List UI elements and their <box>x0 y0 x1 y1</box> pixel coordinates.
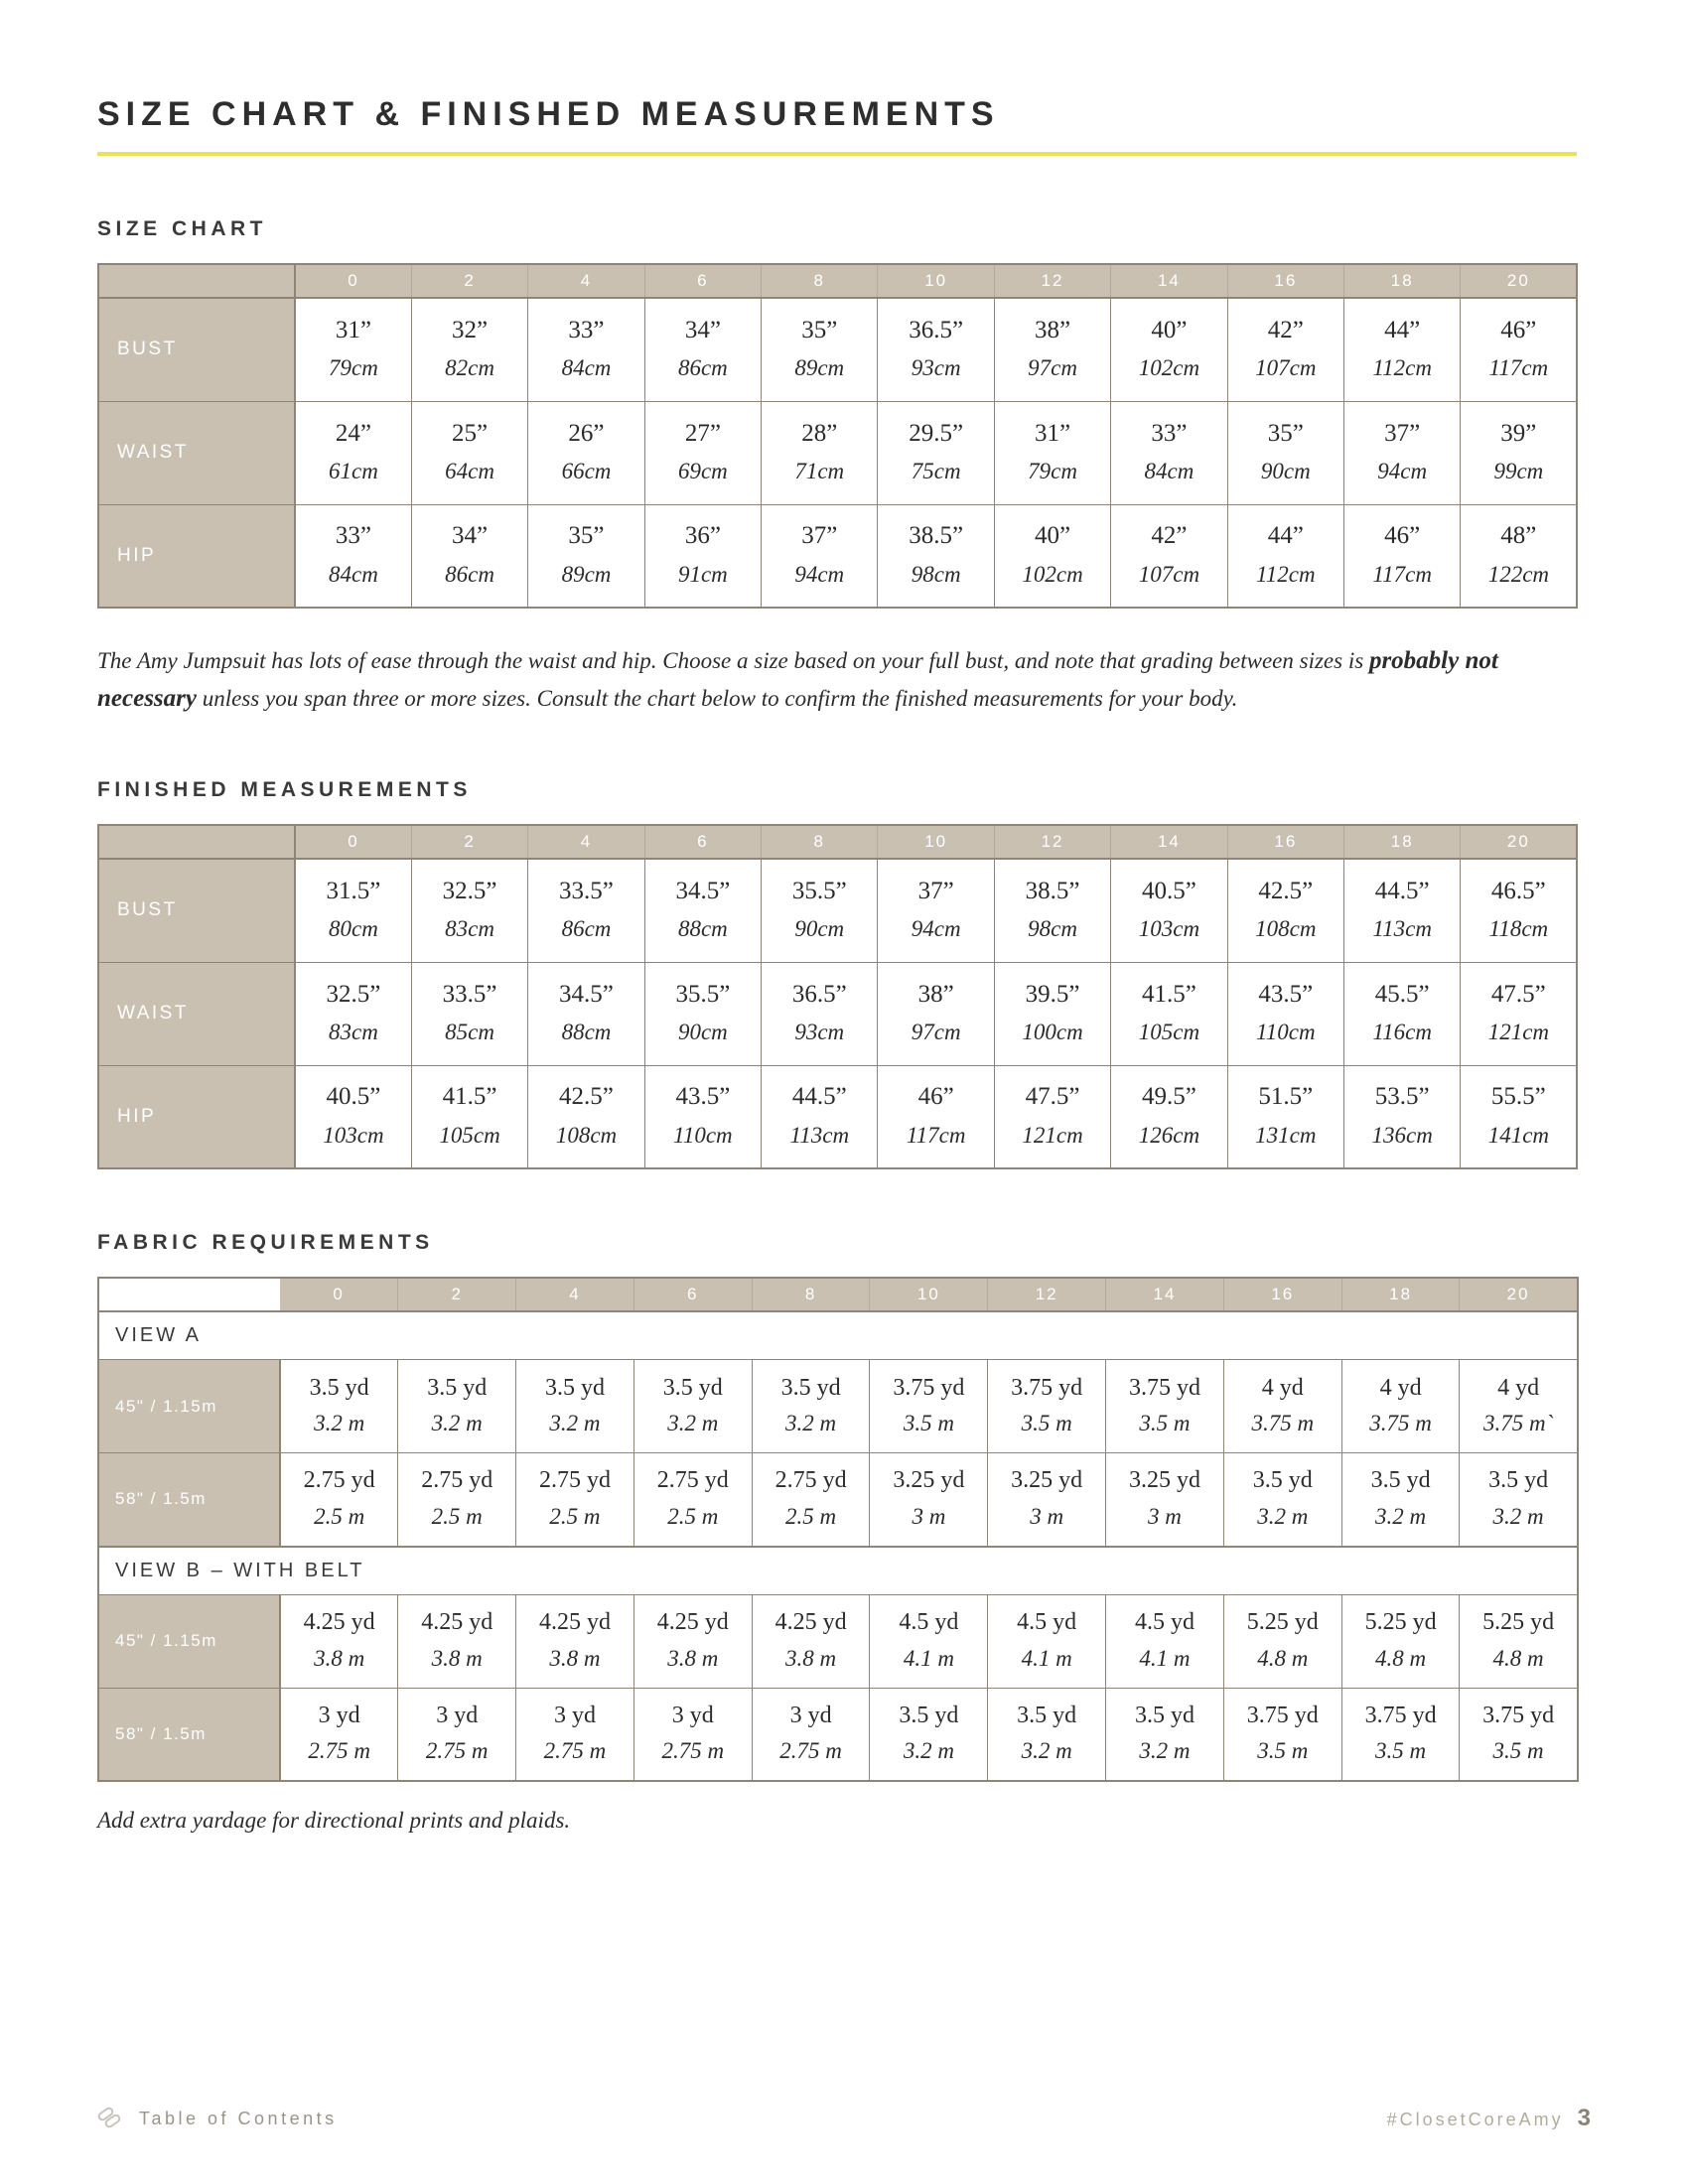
page-title: SIZE CHART & FINISHED MEASUREMENTS <box>97 95 1000 133</box>
table-row <box>98 1688 1578 1781</box>
measurement-cell: 38.5” 98cm <box>994 859 1110 962</box>
yardage-cell: 5.25 yd 4.8 m <box>1341 1594 1460 1688</box>
yardage-cell: 4.25 yd 3.8 m <box>280 1594 398 1688</box>
measurement-cell: 42” 107cm <box>1227 298 1343 401</box>
measurement-cell: 47.5” 121cm <box>1461 962 1577 1065</box>
yardage-cell: 3.5 yd 3.2 m <box>1341 1453 1460 1547</box>
measurement-cell: 33” 84cm <box>295 504 411 608</box>
size-header: 2 <box>411 264 527 298</box>
yardage-cell: 4.5 yd 4.1 m <box>1106 1594 1224 1688</box>
fabric-width-label: 45" / 1.15m <box>98 1594 280 1688</box>
measurement-cell: 33” 84cm <box>528 298 644 401</box>
yardage-cell: 3.75 yd 3.5 m <box>870 1360 988 1453</box>
yardage-cell: 2.75 yd 2.5 m <box>398 1453 516 1547</box>
finished-measurements-table <box>97 824 1578 1169</box>
measurement-cell: 46” 117cm <box>1461 298 1577 401</box>
size-header: 20 <box>1461 264 1577 298</box>
yardage-cell: 5.25 yd 4.8 m <box>1223 1594 1341 1688</box>
hashtag-label: #ClosetCoreAmy <box>1386 2110 1564 2129</box>
measurement-cell: 35.5” 90cm <box>644 962 761 1065</box>
link-icon <box>97 2106 123 2131</box>
section-heading-fabric-requirements: FABRIC REQUIREMENTS <box>97 1231 434 1254</box>
measurement-cell: 40” 102cm <box>1111 298 1227 401</box>
yardage-cell: 3.75 yd 3.5 m <box>1482 1702 1555 1764</box>
size-header: 0 <box>295 264 411 298</box>
measurement-cell: 40.5” 103cm <box>1111 859 1227 962</box>
size-header: 12 <box>988 1278 1106 1311</box>
table-row <box>98 298 1577 401</box>
yardage-cell: 3.5 yd 3.2 m <box>633 1360 752 1453</box>
measurement-cell: 55.5” 141cm <box>1487 1083 1550 1148</box>
yardage-cell: 3 yd 2.75 m <box>752 1688 870 1781</box>
size-header: 14 <box>1111 825 1227 859</box>
size-header: 12 <box>994 825 1110 859</box>
yardage-cell: 4.25 yd 3.8 m <box>398 1594 516 1688</box>
row-label: BUST <box>98 298 295 401</box>
yardage-cell: 4 yd 3.75 m` <box>1460 1360 1578 1453</box>
measurement-cell: 46” 117cm <box>1344 504 1461 608</box>
measurement-cell: 43.5” 110cm <box>1227 962 1343 1065</box>
measurement-cell: 44.5” 113cm <box>1344 859 1461 962</box>
yardage-cell: 3 yd 2.75 m <box>398 1688 516 1781</box>
yardage-cell: 3.75 yd 3.5 m <box>988 1360 1106 1453</box>
yardage-cell: 4.25 yd 3.8 m <box>752 1594 870 1688</box>
table-header-row <box>98 1278 1578 1311</box>
yardage-cell: 3.5 yd 3.2 m <box>870 1688 988 1781</box>
measurement-cell: 35.5” 90cm <box>762 859 878 962</box>
measurement-cell: 36” 91cm <box>644 504 761 608</box>
yardage-cell: 2.75 yd 2.5 m <box>280 1453 398 1547</box>
size-header: 20 <box>1461 825 1577 859</box>
measurement-cell: 38” 97cm <box>878 962 994 1065</box>
table-row <box>98 1065 1577 1168</box>
size-header: 10 <box>878 264 994 298</box>
yardage-cell: 3.25 yd 3 m <box>1106 1453 1224 1547</box>
yardage-cell: 3.5 yd 3.2 m <box>516 1360 634 1453</box>
fabric-note: Add extra yardage for directional prints and plaids. <box>97 1808 571 1833</box>
size-header: 20 <box>1460 1278 1578 1311</box>
measurement-cell: 29.5” 75cm <box>878 401 994 504</box>
size-header: 18 <box>1341 1278 1460 1311</box>
size-header: 18 <box>1344 264 1461 298</box>
size-header: 2 <box>411 825 527 859</box>
table-corner <box>98 264 295 298</box>
measurement-cell: 37” 94cm <box>878 859 994 962</box>
measurement-cell: 27” 69cm <box>644 401 761 504</box>
yardage-cell: 3.5 yd 3.2 m <box>752 1360 870 1453</box>
measurement-cell: 35” 89cm <box>528 504 644 608</box>
size-header: 4 <box>528 825 644 859</box>
size-header: 18 <box>1344 825 1461 859</box>
yardage-cell: 3.5 yd 3.2 m <box>988 1688 1106 1781</box>
yardage-cell: 4.5 yd 4.1 m <box>870 1594 988 1688</box>
measurement-cell: 46” 117cm <box>878 1065 994 1168</box>
measurement-cell: 35” 89cm <box>762 298 878 401</box>
size-header: 16 <box>1227 264 1343 298</box>
size-header: 10 <box>870 1278 988 1311</box>
yardage-cell: 4.5 yd 4.1 m <box>988 1594 1106 1688</box>
yardage-cell: 3 yd 2.75 m <box>633 1688 752 1781</box>
measurement-cell: 37” 94cm <box>762 504 878 608</box>
table-header-row <box>98 264 1577 298</box>
yardage-cell: 3.5 yd 3.2 m <box>1223 1453 1341 1547</box>
page-footer <box>0 2105 1688 2132</box>
yardage-cell: 3.5 yd 3.2 m <box>1106 1688 1224 1781</box>
yardage-cell: 3.75 yd 3.5 m <box>1106 1360 1224 1453</box>
measurement-cell: 38” 97cm <box>994 298 1110 401</box>
note-part2: unless you span three or more sizes. Consult the chart below to confirm the finished measurements for your body. <box>196 685 1238 711</box>
size-header: 14 <box>1106 1278 1224 1311</box>
size-header: 2 <box>398 1278 516 1311</box>
size-header: 8 <box>752 1278 870 1311</box>
view-label: VIEW A <box>98 1311 1578 1360</box>
view-heading-row <box>98 1547 1578 1595</box>
measurement-cell: 40.5” 103cm <box>295 1065 411 1168</box>
title-underline <box>97 152 1577 156</box>
table-row <box>98 1594 1578 1688</box>
table-corner <box>98 1278 280 1311</box>
row-label: BUST <box>98 859 295 962</box>
measurement-cell: 39” 99cm <box>1461 401 1577 504</box>
table-row <box>98 962 1577 1065</box>
yardage-cell: 3.5 yd 3.2 m <box>280 1360 398 1453</box>
yardage-cell: 3.75 yd 3.5 m <box>1223 1688 1341 1781</box>
measurement-cell: 34.5” 88cm <box>644 859 761 962</box>
view-label: VIEW B – WITH BELT <box>98 1547 1578 1595</box>
table-row <box>98 504 1577 608</box>
size-header: 0 <box>295 825 411 859</box>
yardage-cell: 4 yd 3.75 m <box>1341 1360 1460 1453</box>
row-label: WAIST <box>98 401 295 504</box>
measurement-cell: 33” 84cm <box>1111 401 1227 504</box>
measurement-cell: 34” 86cm <box>411 504 527 608</box>
yardage-cell: 3.5 yd 3.2 m <box>398 1360 516 1453</box>
measurement-cell: 53.5” 136cm <box>1344 1065 1461 1168</box>
fabric-width-label: 58" / 1.5m <box>98 1453 280 1547</box>
measurement-cell: 44.5” 113cm <box>762 1065 878 1168</box>
measurement-cell: 31” 79cm <box>295 298 411 401</box>
toc-link-group[interactable] <box>97 2106 338 2131</box>
measurement-cell: 48” 122cm <box>1487 522 1550 587</box>
size-header: 16 <box>1223 1278 1341 1311</box>
size-header: 12 <box>994 264 1110 298</box>
measurement-cell: 26” 66cm <box>528 401 644 504</box>
measurement-cell: 32” 82cm <box>411 298 527 401</box>
measurement-cell: 37” 94cm <box>1344 401 1461 504</box>
yardage-cell: 4.25 yd 3.8 m <box>516 1594 634 1688</box>
measurement-cell: 38.5” 98cm <box>878 504 994 608</box>
table-row <box>98 401 1577 504</box>
page-number: 3 <box>1577 2105 1591 2131</box>
size-header: 4 <box>516 1278 634 1311</box>
table-corner <box>98 825 295 859</box>
table-header-row <box>98 825 1577 859</box>
measurement-cell: 24” 61cm <box>295 401 411 504</box>
row-label: HIP <box>98 504 295 608</box>
size-header: 10 <box>878 825 994 859</box>
row-label: HIP <box>98 1065 295 1168</box>
size-header: 0 <box>280 1278 398 1311</box>
yardage-cell: 3 yd 2.75 m <box>280 1688 398 1781</box>
size-header: 6 <box>644 825 761 859</box>
section-heading-size-chart: SIZE CHART <box>97 217 267 240</box>
fabric-width-label: 58" / 1.5m <box>98 1688 280 1781</box>
measurement-cell: 25” 64cm <box>411 401 527 504</box>
measurement-cell: 44” 112cm <box>1227 504 1343 608</box>
note-part1: The Amy Jumpsuit has lots of ease through the waist and hip. Choose a size based on your full bust, and note that grading between sizes is <box>97 648 1369 673</box>
yardage-cell: 3.25 yd 3 m <box>870 1453 988 1547</box>
view-heading-row <box>98 1311 1578 1360</box>
measurement-cell: 43.5” 110cm <box>644 1065 761 1168</box>
row-label: WAIST <box>98 962 295 1065</box>
measurement-cell: 41.5” 105cm <box>411 1065 527 1168</box>
measurement-cell: 42” 107cm <box>1111 504 1227 608</box>
yardage-cell: 3.25 yd 3 m <box>988 1453 1106 1547</box>
table-row <box>98 859 1577 962</box>
measurement-cell: 28” 71cm <box>762 401 878 504</box>
measurement-cell: 34.5” 88cm <box>528 962 644 1065</box>
size-header: 4 <box>528 264 644 298</box>
fabric-requirements-table <box>97 1277 1579 1782</box>
size-chart-table <box>97 263 1578 609</box>
table-row <box>98 1360 1578 1453</box>
measurement-cell: 36.5” 93cm <box>878 298 994 401</box>
yardage-cell: 3.5 yd 3.2 m <box>1460 1453 1578 1547</box>
measurement-cell: 31” 79cm <box>994 401 1110 504</box>
measurement-cell: 36.5” 93cm <box>762 962 878 1065</box>
footer-right-group <box>1387 2105 1591 2132</box>
measurement-cell: 42.5” 108cm <box>1227 859 1343 962</box>
size-header: 14 <box>1111 264 1227 298</box>
yardage-cell: 2.75 yd 2.5 m <box>633 1453 752 1547</box>
size-header: 6 <box>633 1278 752 1311</box>
yardage-cell: 2.75 yd 2.5 m <box>752 1453 870 1547</box>
yardage-cell: 5.25 yd 4.8 m <box>1460 1594 1578 1688</box>
yardage-cell: 2.75 yd 2.5 m <box>516 1453 634 1547</box>
sizing-note <box>97 642 1517 717</box>
measurement-cell: 33.5” 85cm <box>411 962 527 1065</box>
measurement-cell: 33.5” 86cm <box>528 859 644 962</box>
measurement-cell: 49.5” 126cm <box>1111 1065 1227 1168</box>
yardage-cell: 4.25 yd 3.8 m <box>633 1594 752 1688</box>
measurement-cell: 35” 90cm <box>1227 401 1343 504</box>
yardage-cell: 3 yd 2.75 m <box>516 1688 634 1781</box>
measurement-cell: 39.5” 100cm <box>994 962 1110 1065</box>
note-emphasis: probably not necessary <box>97 647 1498 712</box>
measurement-cell: 34” 86cm <box>644 298 761 401</box>
yardage-cell: 3.75 yd 3.5 m <box>1341 1688 1460 1781</box>
measurement-cell: 51.5” 131cm <box>1227 1065 1343 1168</box>
measurement-cell: 44” 112cm <box>1344 298 1461 401</box>
table-of-contents-link[interactable]: Table of Contents <box>139 2108 338 2128</box>
yardage-cell: 4 yd 3.75 m <box>1223 1360 1341 1453</box>
size-header: 6 <box>644 264 761 298</box>
measurement-cell: 31.5” 80cm <box>295 859 411 962</box>
measurement-cell: 32.5” 83cm <box>411 859 527 962</box>
size-header: 8 <box>762 825 878 859</box>
measurement-cell: 41.5” 105cm <box>1111 962 1227 1065</box>
measurement-cell: 40” 102cm <box>994 504 1110 608</box>
fabric-width-label: 45" / 1.15m <box>98 1360 280 1453</box>
measurement-cell: 47.5” 121cm <box>994 1065 1110 1168</box>
size-header: 16 <box>1227 825 1343 859</box>
table-row <box>98 1453 1578 1547</box>
measurement-cell: 46.5” 118cm <box>1461 859 1577 962</box>
measurement-cell: 32.5” 83cm <box>295 962 411 1065</box>
size-header: 8 <box>762 264 878 298</box>
measurement-cell: 45.5” 116cm <box>1344 962 1461 1065</box>
measurement-cell: 42.5” 108cm <box>528 1065 644 1168</box>
section-heading-finished-measurements: FINISHED MEASUREMENTS <box>97 778 472 801</box>
